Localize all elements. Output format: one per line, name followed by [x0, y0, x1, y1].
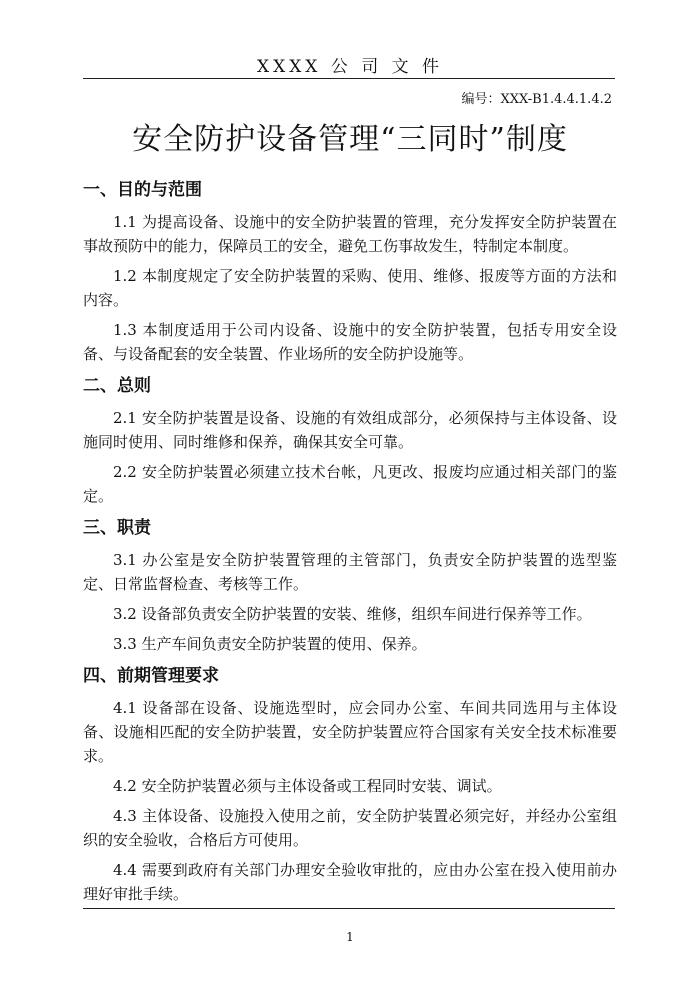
- document-number: 编号：XXX-B1.4.4.1.4.2: [461, 92, 612, 107]
- footer-divider: [83, 908, 615, 909]
- company-header: XXXX 公 司 文 件: [256, 57, 444, 77]
- section-heading: 二、总则: [83, 376, 151, 396]
- paragraph: 2.1 安全防护装置是设备、设施的有效组成部分，必须保持与主体设备、设施同时使用、同时维修和保养，确保其安全可靠。: [83, 409, 617, 451]
- section-heading: 三、职责: [83, 518, 151, 538]
- paragraph: 4.2 安全防护装置必须与主体设备或工程同时安装、调试。: [113, 777, 502, 795]
- paragraph: 2.2 安全防护装置必须建立技术台帐，凡更改、报废均应通过相关部门的鉴定。: [83, 463, 617, 505]
- paragraph: 4.3 主体设备、设施投入使用之前，安全防护装置必须完好，并经办公室组织的安全验收，合格后方可使用。: [83, 807, 617, 849]
- section-heading: 四、前期管理要求: [83, 666, 219, 686]
- section-preliminary-requirements: [83, 662, 617, 906]
- paragraph: 3.3 生产车间负责安全防护装置的使用、保养。: [113, 635, 427, 653]
- document-body: [83, 170, 617, 912]
- paragraph: 1.1 为提高设备、设施中的安全防护装置的管理，充分发挥安全防护装置在事故预防中的能力，保障员工的安全，避免工伤事故发生，特制定本制度。: [83, 213, 617, 255]
- paragraph: 4.1 设备部在设备、设施选型时，应会同办公室、车间共同选用与主体设备、设施相匹配的安全防护装置，安全防护装置应符合国家有关安全技术标准要求。: [83, 699, 617, 765]
- paragraph: 4.4 需要到政府有关部门办理安全验收审批的，应由办公室在投入使用前办理好审批手续。: [83, 861, 617, 903]
- section-heading: 一、目的与范围: [83, 180, 202, 200]
- section-general: [83, 372, 617, 508]
- section-purpose-scope: [83, 176, 617, 366]
- section-responsibilities: [83, 514, 617, 656]
- paragraph: 3.2 设备部负责安全防护装置的安装、维修，组织车间进行保养等工作。: [113, 605, 592, 623]
- paragraph: 1.3 本制度适用于公司内设备、设施中的安全防护装置，包括专用安全设备、与设备配套的安全装置、作业场所的安全防护设施等。: [83, 321, 617, 363]
- paragraph: 1.2 本制度规定了安全防护装置的采购、使用、维修、报废等方面的方法和内容。: [83, 267, 617, 309]
- document-title: 安全防护设备管理“三同时”制度: [132, 122, 568, 157]
- page-number: 1: [346, 930, 354, 944]
- paragraph: 3.1 办公室是安全防护装置管理的主管部门，负责安全防护装置的选型鉴定、日常监督检查、考核等工作。: [83, 551, 617, 593]
- header-divider: [83, 78, 615, 79]
